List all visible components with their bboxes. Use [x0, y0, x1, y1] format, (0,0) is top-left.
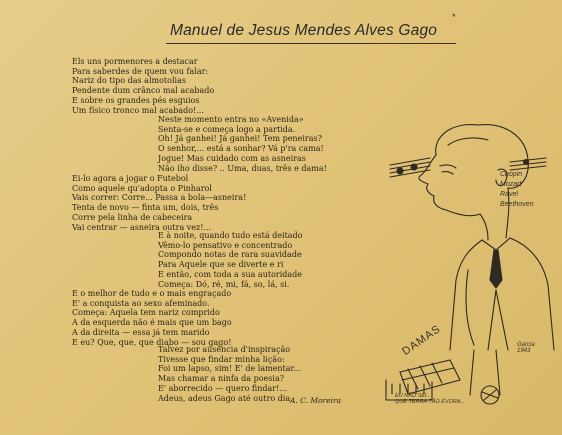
- composer-4: Beethoven: [500, 201, 534, 208]
- composer-names: [500, 170, 533, 210]
- composer-1: Chopin: [500, 171, 523, 178]
- caricature-illustration: [378, 110, 562, 410]
- poem-stanza-4: E à noite, quando tudo está deitado Vêmo-lo pensativo e concentrado Compondo notas de rara suavidade Para Aquele que se diverte e ri E então, com toda a sua autoridade Começa: Dó, ré, mi, fá, so, lá, si.: [158, 231, 303, 289]
- corner-mark: *: [452, 12, 456, 22]
- board-label: DAMAS: [400, 322, 444, 358]
- artist-signature: Garcia 1943: [517, 342, 535, 354]
- poem-stanza-3: Ei-lo agora a jogar o Futebol Como aquele qu'adopta o Pinharol Vais correr: Corre... Passa a bola—asneira! Tenta de novo — finta um, dois, três Corre pela linha de cabeceira Vai centrar — asneira outra vez!...: [72, 174, 247, 232]
- poem-stanza-1: Els uns pormenores a destacar Para saberdes de quem vou falar: Nariz do tipo das almotolias Pendente dum crânco mal acabado E sobre os grandes pés esguios Um físico tronco mal acabado!...: [72, 57, 215, 115]
- poem-stanza-6: Talvez por ausência d'inspiração Tivesse que findar minha lição: Foi um lapso, sim! E' de lamentar... Mas chamar a ninfa da poesia? E' aborrecido — quero findar!... Adeus, adeus Gago até outro dia.: [158, 345, 302, 403]
- poem-stanza-2: Neste momento entra no «Avenida» Senta-se e começa logo a partida. Oh! Já ganhei! Já ganhei! Tem peneiras? O senhor,... está a sonhar? Vá p'ra cama! Jogue! Mas cuidado com as asneiras Não iho disse? .. Uma, duas, três e dama!: [158, 115, 327, 173]
- author-signature: A. C. Moreira: [290, 396, 342, 405]
- composer-2: Mozart: [500, 181, 522, 188]
- page-title: Manuel de Jesus Mendes Alves Gago: [170, 22, 438, 39]
- title-underline: [166, 43, 456, 44]
- poem-stanza-5: E o melhor de tudo e o mais engraçado E' a conquista ao sexo afeminado. Começa: Aquela tem nariz comprido A da esquerda não é mais que um bago A da direita — essa já tem marido E eu? Que, que, que diabo — sou gago!: [72, 289, 232, 347]
- illustration-caption: EU NÃO SEI... QUE TERRA TÃO ÉVORA...: [395, 393, 466, 405]
- composer-3: Ravel: [500, 191, 518, 198]
